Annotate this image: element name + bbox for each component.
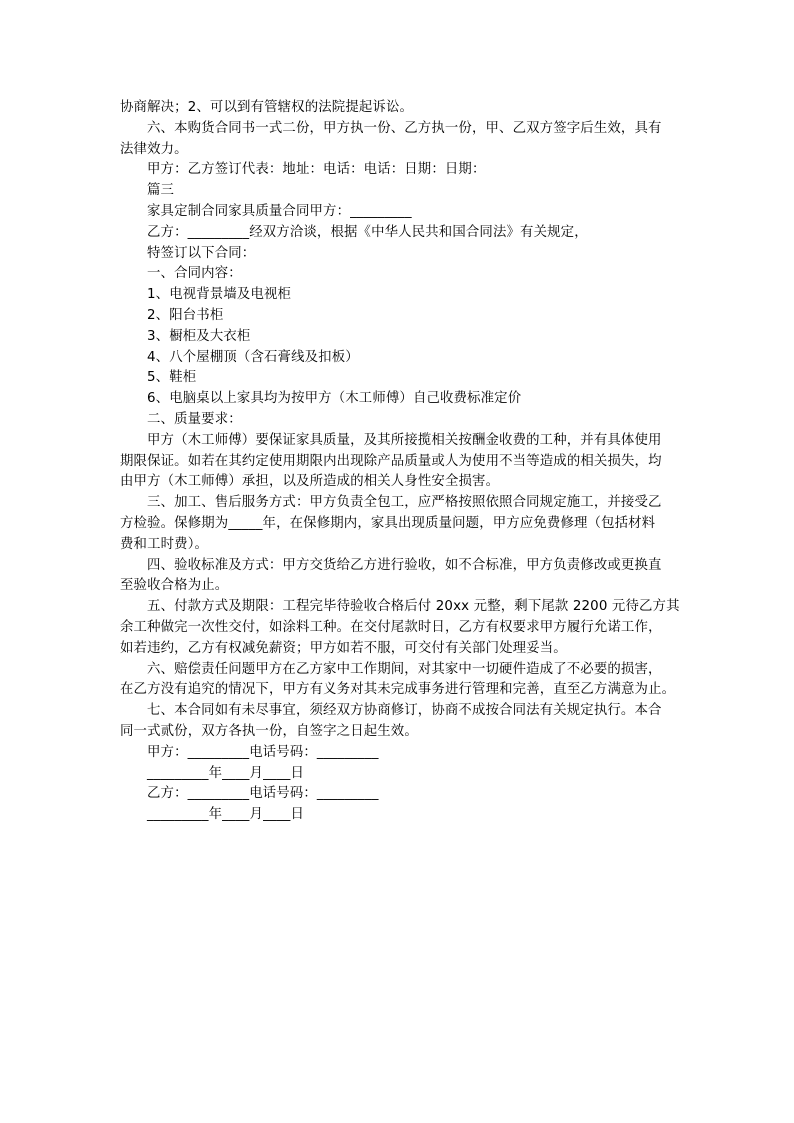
text-line: 七、本合同如有未尽事宜，须经双方协商修订，协商不成按合同法有关规定执行。本合: [147, 703, 662, 719]
section-heading: 篇三: [147, 183, 175, 199]
list-item: 5、鞋柜: [147, 370, 197, 386]
contract-title: 家具定制合同家具质量合同甲方：_________: [147, 203, 412, 219]
list-item: 6、电脑桌以上家具均为按甲方（木工师傅）自己收费标准定价: [147, 391, 522, 407]
list-item: 2、阳台书柜: [147, 307, 224, 323]
text-line: 协商解决；2、可以到有管辖权的法院提起诉讼。: [120, 100, 414, 115]
text-line: 乙方：_________经双方洽谈，根据《中华人民共和国合同法》有关规定，: [147, 224, 588, 240]
signature-line: 乙方：_________电话号码：_________: [147, 786, 379, 802]
text-line: 六、本购货合同书一式二份，甲方执一份、乙方执一份，甲、乙双方签字后生效，具有: [147, 120, 662, 136]
text-line: 期限保证。如若在其约定使用期限内出现除产品质量或人为使用不当等造成的相关损失，均: [120, 453, 662, 469]
date-line: _________年____月____日: [147, 765, 304, 781]
text-line: 同一式贰份，双方各执一份，自签字之日起生效。: [120, 723, 418, 739]
text-line: 由甲方（木工师傅）承担，以及所造成的相关人身性安全损害。: [120, 474, 500, 490]
list-item: 3、橱柜及大衣柜: [147, 328, 251, 344]
text-line: 余工种做完一次性交付，如涂料工种。在交付尾款时日，乙方有权要求甲方履行允诺工作，: [120, 619, 662, 635]
text-line: 方检验。保修期为_____年，在保修期内，家具出现质量问题，甲方应免费修理（包括材料: [120, 515, 656, 531]
text-line: 特签订以下合同：: [147, 245, 256, 261]
document-page: [120, 98, 680, 826]
text-line: 五、付款方式及期限：工程完毕待验收合格后付 20xx 元整，剩下尾款 2200 元待乙方其: [147, 599, 680, 615]
text-line: 如若违约，乙方有权减免薪资；甲方如若不服，可交付有关部门处理妥当。: [120, 640, 567, 656]
text-line: 法律效力。: [120, 141, 188, 157]
text-line: 费和工时费）。: [120, 536, 209, 552]
clause-heading: 二、质量要求：: [147, 411, 242, 427]
list-item: 4、八个屋棚顶（含石膏线及扣板）: [147, 349, 359, 365]
text-line: 在乙方没有追究的情况下，甲方有义务对其未完成事务进行管理和完善，直至乙方满意为止。: [120, 682, 676, 698]
signature-line: 甲方：_________电话号码：_________: [147, 744, 379, 760]
date-line: _________年____月____日: [147, 807, 304, 823]
text-line: 至验收合格为止。: [120, 578, 229, 594]
text-line: 三、加工、售后服务方式：甲方负责全包工，应严格按照依照合同规定施工，并接受乙: [147, 495, 662, 511]
text-line: 甲方（木工师傅）要保证家具质量，及其所接揽相关按酬金收费的工种，并有具体使用: [147, 432, 662, 448]
signature-line: 甲方：乙方签订代表：地址：电话：电话：日期：日期：: [147, 162, 486, 178]
text-line: 六、赔偿责任问题甲方在乙方家中工作期间，对其家中一切硬件造成了不必要的损害，: [147, 661, 662, 677]
list-item: 1、电视背景墙及电视柜: [147, 287, 292, 303]
text-line: 四、验收标准及方式：甲方交货给乙方进行验收，如不合标准，甲方负责修改或更换直: [147, 557, 662, 573]
clause-heading: 一、合同内容：: [147, 266, 242, 282]
